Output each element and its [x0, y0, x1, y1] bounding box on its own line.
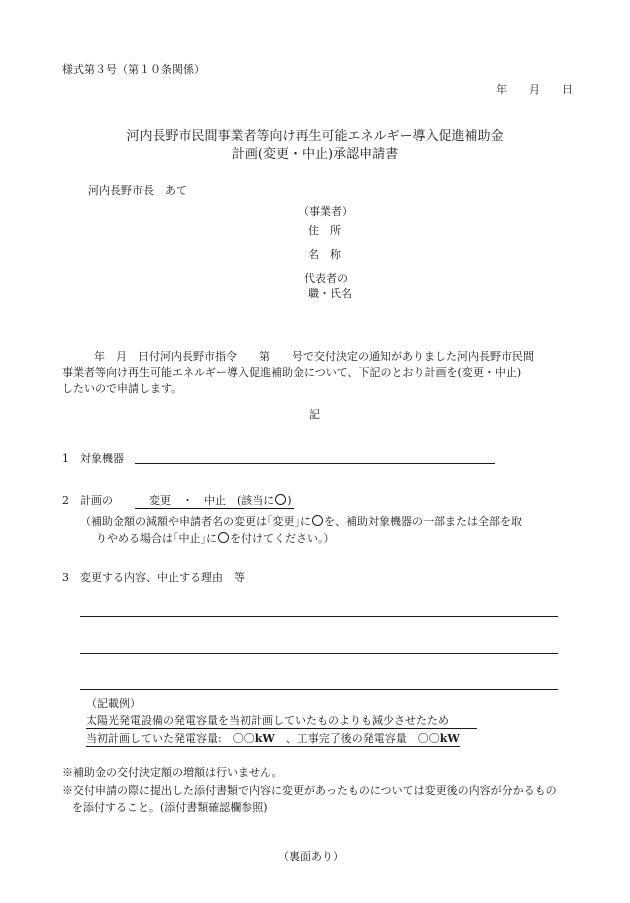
item2-choice-end: ): [287, 494, 292, 507]
reason-line-2[interactable]: [80, 653, 558, 654]
circle-mark-icon: [275, 494, 286, 505]
item2-note2-b: を付けてください。）: [230, 532, 335, 545]
body-line3: したいので申請します。: [62, 382, 183, 395]
example-line2-b: 、工事完了後の発電容量 〇〇: [274, 732, 440, 745]
body-line2: 事業者等向け再生可能エネルギー導入促進補助金について、下記のとおり計画を(変更・中止): [62, 366, 522, 379]
item2-note1: [80, 515, 522, 529]
reason-line-1[interactable]: [80, 616, 558, 617]
example-line2-unit2: kW: [439, 732, 460, 745]
item1-label: 1 対象機器: [62, 452, 124, 465]
example-line2-a: 当初計画していた発電容量: 〇〇: [86, 732, 255, 745]
item2-choice[interactable]: [135, 494, 294, 508]
example-line1-content: 太陽光発電設備の発電容量を当初計画していたものよりも減少させたため: [86, 714, 449, 727]
example-header: （記載例）: [86, 697, 141, 710]
addressee: 河内長野市長 あて: [88, 184, 187, 197]
form-title-line1: 河内長野市民間事業者等向け再生可能エネルギー導入促進補助金: [126, 129, 504, 144]
body-line1: 年 月 日付河内長野市指令 第 号で交付決定の通知がありました河内長野市民間: [94, 350, 534, 363]
circle-mark-icon: [312, 515, 323, 526]
example-line2-unit: kW: [254, 732, 275, 745]
item1-entry-line[interactable]: [135, 463, 495, 464]
applicant-header: （事業者）: [298, 205, 353, 218]
item2-note2-a: りやめる場合は｢中止｣に: [96, 532, 217, 545]
note-attachments-1: ※交付申請の際に提出した添付書類で内容に変更があったものについては変更後の内容が分かるもの: [62, 784, 557, 797]
date-line: 年 月 日: [496, 83, 573, 96]
example-line2-text: [86, 732, 460, 747]
item2-label: 2 計画の: [62, 494, 113, 507]
example-line2: [86, 732, 460, 746]
representative-label-2: 職・氏名: [308, 287, 352, 300]
representative-label-1: 代表者の: [304, 272, 348, 285]
item2-choice-text: 変更 ・ 中止 (該当に: [149, 494, 275, 507]
item2-note1-b: を、補助対象機器の一部または全部を取: [324, 515, 522, 528]
name-label: 名 称: [308, 248, 341, 261]
note-attachments-2: を添付すること。(添付書類確認欄参照): [72, 801, 268, 814]
page-footer: （裏面あり）: [278, 850, 344, 863]
item2-note1-a: （補助金額の減額や申請者名の変更は｢変更｣に: [80, 515, 311, 528]
item2-note2: [96, 532, 335, 546]
example-line1-text: [86, 714, 477, 729]
reason-line-3[interactable]: [80, 689, 558, 690]
circle-mark-icon: [218, 532, 229, 543]
item3-label: 3 変更する内容、中止する理由 等: [62, 571, 245, 584]
form-number: 様式第３号（第１０条関係）: [62, 63, 205, 76]
ki-heading: 記: [309, 408, 320, 421]
address-label: 住 所: [308, 224, 341, 237]
form-title-line2: 計画(変更・中止)承認申請書: [231, 147, 399, 162]
note-no-increase: ※補助金の交付決定額の増額は行いません。: [62, 766, 283, 779]
example-line1: [86, 714, 477, 728]
